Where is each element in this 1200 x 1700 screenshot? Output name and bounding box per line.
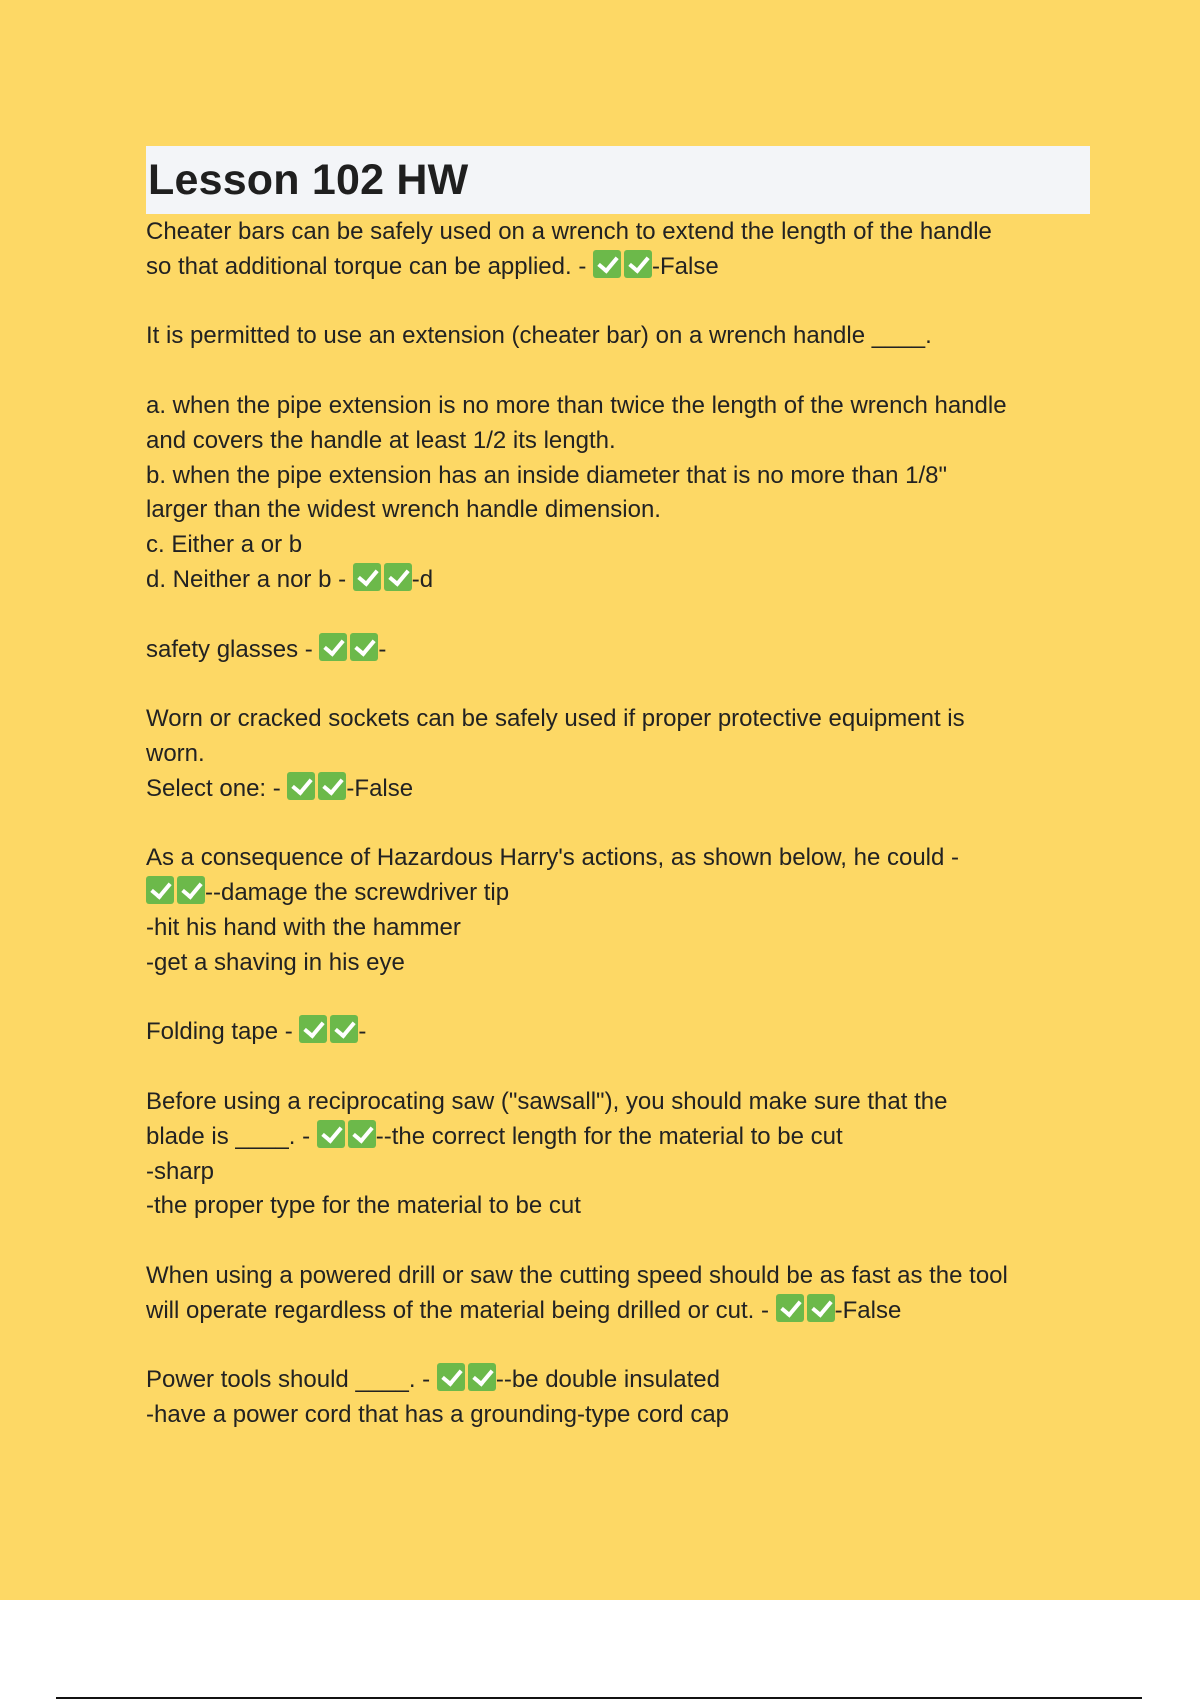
- answer-text: --be double insulated: [495, 1366, 720, 1394]
- check-mark-icon: [318, 772, 346, 800]
- answer-marker: [287, 772, 346, 800]
- check-mark-icon: [319, 633, 347, 661]
- line-text: b. when the pipe extension has an inside diameter that is no more than 1/8": [146, 461, 948, 489]
- line-text: Cheater bars can be safely used on a wrench to extend the length of the handle: [146, 218, 992, 245]
- check-mark-icon: [299, 1015, 327, 1043]
- text-line: [146, 493, 1090, 528]
- answer-text: --damage the screwdriver tip: [205, 879, 510, 907]
- text-line: [146, 215, 1090, 250]
- check-mark-icon: [350, 633, 378, 661]
- line-text: -sharp: [146, 1157, 215, 1185]
- page-title: Lesson 102 HW: [148, 155, 469, 204]
- text-line: [146, 876, 1090, 911]
- answer-marker: [593, 250, 652, 278]
- check-mark-icon: [348, 1120, 376, 1148]
- line-text: It is permitted to use an extension (cheater bar) on a wrench handle ____.: [146, 322, 932, 350]
- text-line: [146, 1398, 1090, 1433]
- line-text: Worn or cracked sockets can be safely used if proper protective equipment is: [146, 705, 965, 733]
- answer-text: -d: [411, 565, 434, 593]
- text-line: [146, 911, 1090, 946]
- text-line: [146, 389, 1090, 424]
- text-line: [146, 319, 1090, 354]
- blank-line: [146, 667, 1090, 702]
- blank-line: [146, 285, 1090, 320]
- check-mark-icon: [437, 1363, 465, 1391]
- text-line: [146, 459, 1090, 494]
- text-line: [146, 1259, 1090, 1294]
- line-text: blade is ____. -: [146, 1122, 317, 1150]
- check-mark-icon: [624, 250, 652, 278]
- title-bar: [146, 146, 1090, 214]
- line-text: -hit his hand with the hammer: [146, 913, 461, 941]
- line-text: and covers the handle at least 1/2 its length.: [146, 426, 616, 454]
- text-line: [146, 250, 1090, 285]
- text-line: [146, 1189, 1090, 1224]
- answer-marker: [146, 876, 205, 904]
- blank-line: [146, 598, 1090, 633]
- line-text: d. Neither a nor b -: [146, 565, 353, 593]
- check-mark-icon: [384, 563, 412, 591]
- answer-text: -: [358, 1018, 367, 1046]
- answer-text: -: [378, 635, 387, 663]
- line-text: When using a powered drill or saw the cutting speed should be as fast as the tool: [146, 1261, 1008, 1289]
- line-text: -have a power cord that has a grounding-type cord cap: [146, 1401, 730, 1429]
- text-line: [146, 563, 1090, 598]
- check-mark-icon: [776, 1294, 804, 1322]
- text-line: [146, 946, 1090, 981]
- line-text: As a consequence of Hazardous Harry's actions, as shown below, he could -: [146, 844, 960, 872]
- blank-line: [146, 1224, 1090, 1259]
- text-line: [146, 1363, 1090, 1398]
- line-text: Power tools should ____. -: [146, 1366, 437, 1394]
- line-text: safety glasses -: [146, 635, 320, 663]
- answer-text: -False: [346, 774, 414, 802]
- line-text: so that additional torque can be applied. -: [146, 252, 593, 280]
- line-text: a. when the pipe extension is no more than twice the length of the wrench handle: [146, 391, 1007, 419]
- check-mark-icon: [353, 563, 381, 591]
- line-text: -get a shaving in his eye: [146, 948, 405, 976]
- line-text: Before using a reciprocating saw ("sawsall"), you should make sure that the: [146, 1087, 948, 1115]
- answer-marker: [319, 633, 378, 661]
- blank-line: [146, 981, 1090, 1016]
- text-line: [146, 424, 1090, 459]
- check-mark-icon: [146, 876, 174, 904]
- text-line: [146, 1015, 1090, 1050]
- check-mark-icon: [287, 772, 315, 800]
- check-mark-icon: [177, 876, 205, 904]
- line-text: larger than the widest wrench handle dimension.: [146, 496, 661, 524]
- text-line: [146, 1085, 1090, 1120]
- check-mark-icon: [807, 1294, 835, 1322]
- text-line: [146, 772, 1090, 807]
- check-mark-icon: [330, 1015, 358, 1043]
- line-text: Folding tape -: [146, 1018, 300, 1046]
- text-line: [146, 702, 1090, 737]
- line-text: -the proper type for the material to be cut: [146, 1192, 581, 1220]
- check-mark-icon: [317, 1120, 345, 1148]
- answer-marker: [437, 1363, 496, 1391]
- document-content: [146, 146, 1090, 1433]
- text-line: [146, 1155, 1090, 1190]
- line-text: worn.: [146, 739, 205, 767]
- text-line: [146, 841, 1090, 876]
- document-body: [146, 215, 1090, 1433]
- text-line: [146, 528, 1090, 563]
- blank-line: [146, 1329, 1090, 1364]
- blank-line: [146, 807, 1090, 842]
- line-text: c. Either a or b: [146, 531, 303, 559]
- footer-divider: [56, 1697, 1142, 1699]
- answer-marker: [353, 563, 412, 591]
- answer-marker: [299, 1015, 358, 1043]
- answer-text: --the correct length for the material to be cut: [375, 1122, 843, 1150]
- answer-marker: [317, 1120, 376, 1148]
- blank-line: [146, 354, 1090, 389]
- text-line: [146, 1294, 1090, 1329]
- answer-marker: [776, 1294, 835, 1322]
- answer-text: -False: [651, 252, 719, 280]
- check-mark-icon: [468, 1363, 496, 1391]
- text-line: [146, 737, 1090, 772]
- answer-text: -False: [834, 1296, 902, 1324]
- check-mark-icon: [593, 250, 621, 278]
- line-text: will operate regardless of the material being drilled or cut. -: [146, 1296, 776, 1324]
- line-text: Select one: -: [146, 774, 288, 802]
- blank-line: [146, 1050, 1090, 1085]
- text-line: [146, 1120, 1090, 1155]
- text-line: [146, 633, 1090, 668]
